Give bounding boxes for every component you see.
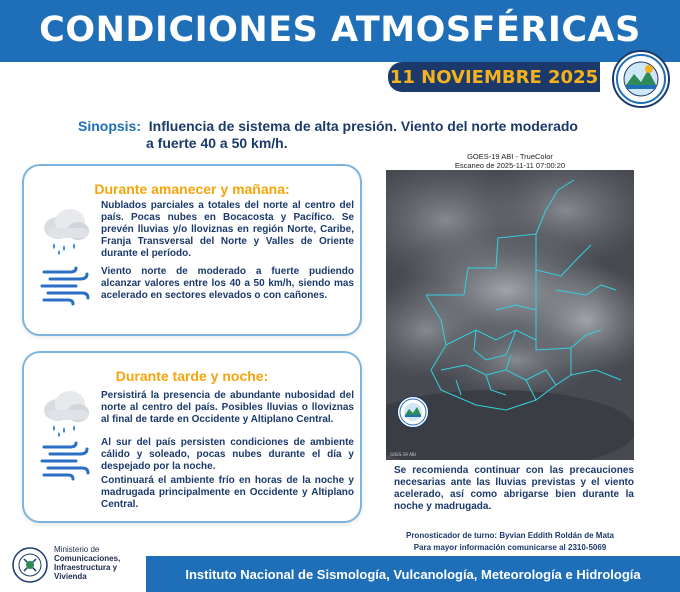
institute-name: Instituto Nacional de Sismología, Vulcanología, Meteorología e Hidrología [185,567,641,582]
footer-banner [146,556,680,592]
afternoon-card [22,351,362,523]
rain-cloud-icon [38,204,94,261]
ministry-line4: Vivienda [54,572,87,581]
insivumeh-logo [612,50,670,108]
afternoon-cloud-text: Persistirá la presencia de abundante nubosidad del norte al centro del país. Posibles lluvias o lloviznas al final de tarde en Occidente y Altiplano Central. [101,390,354,425]
guatemala-coat-of-arms-icon [10,545,50,585]
ministry-block [10,545,150,589]
afternoon-wind-text-2: Continuará el ambiente frío en horas de la noche y madrugada principalmente en Occidente y Altiplano Central. [101,475,354,510]
wind-icon [40,266,92,311]
header-banner [0,0,680,62]
date-banner [388,62,600,92]
synopsis [78,118,638,152]
morning-wind-text: Viento norte de moderado a fuerte pudiendo alcanzar valores entre los 40 a 50 km/h, siendo mas acelerado en sectores elevados o con cañones. [101,266,354,301]
synopsis-label: Sinopsis: [78,118,142,134]
satellite-caption-line2: Escaneo de 2025-11-11 07:00:20 [454,161,566,170]
forecaster-name: Pronosticador de turno: Byvian Eddith Roldán de Mata [405,531,614,540]
ministry-line2: Comunicaciones, [54,554,121,563]
morning-cloud-text: Nublados parciales a totales del norte al centro del país. Pocas nubes en Bocacosta y Pacífico. Se prevén lluvias y/o lloviznas en región Norte, Caribe, Franja Transversal del Norte y Valles de Oriente durante el período. [101,200,354,259]
satellite-caption-line1: GOES-19 ABI - TrueColor [467,152,553,161]
forecaster-info [370,530,650,554]
insivumeh-seal-icon [398,397,428,427]
wind-icon [40,441,92,486]
rain-cloud-icon [38,386,94,443]
satellite-caption [386,152,634,170]
afternoon-wind-text-1: Al sur del país persisten condiciones de ambiente cálido y soleado, pocas nubes durante el día y despejado por la noche. [101,437,354,472]
synopsis-line2: a fuerte 40 a 50 km/h. [146,135,288,151]
synopsis-line1: Influencia de sistema de alta presión. Viento del norte moderado [148,118,578,134]
page-title: CONDICIONES ATMOSFÉRICAS [39,10,641,50]
insivumeh-seal-icon [614,52,668,106]
afternoon-title: Durante tarde y noche: [115,368,269,384]
ministry-line1: Ministerio de [54,545,100,554]
insivumeh-small-logo [397,396,429,428]
contact-phone: Para mayor información comunicarse al 2310-5069 [413,543,607,552]
morning-card [22,164,362,336]
ministry-line3: Infraestructura y [54,563,118,572]
report-date: 11 NOVIEMBRE 2025 [389,67,599,88]
recommendation-text: Se recomienda continuar con las precauciones necesarias ante las lluvias previstas y el viento acelerado, así como abrigarse bien durante la noche y madrugada. [394,465,634,512]
ministry-name [54,545,150,581]
svg-text:GOES-19 ABI: GOES-19 ABI [390,452,416,457]
morning-title: Durante amanecer y mañana: [94,181,290,197]
